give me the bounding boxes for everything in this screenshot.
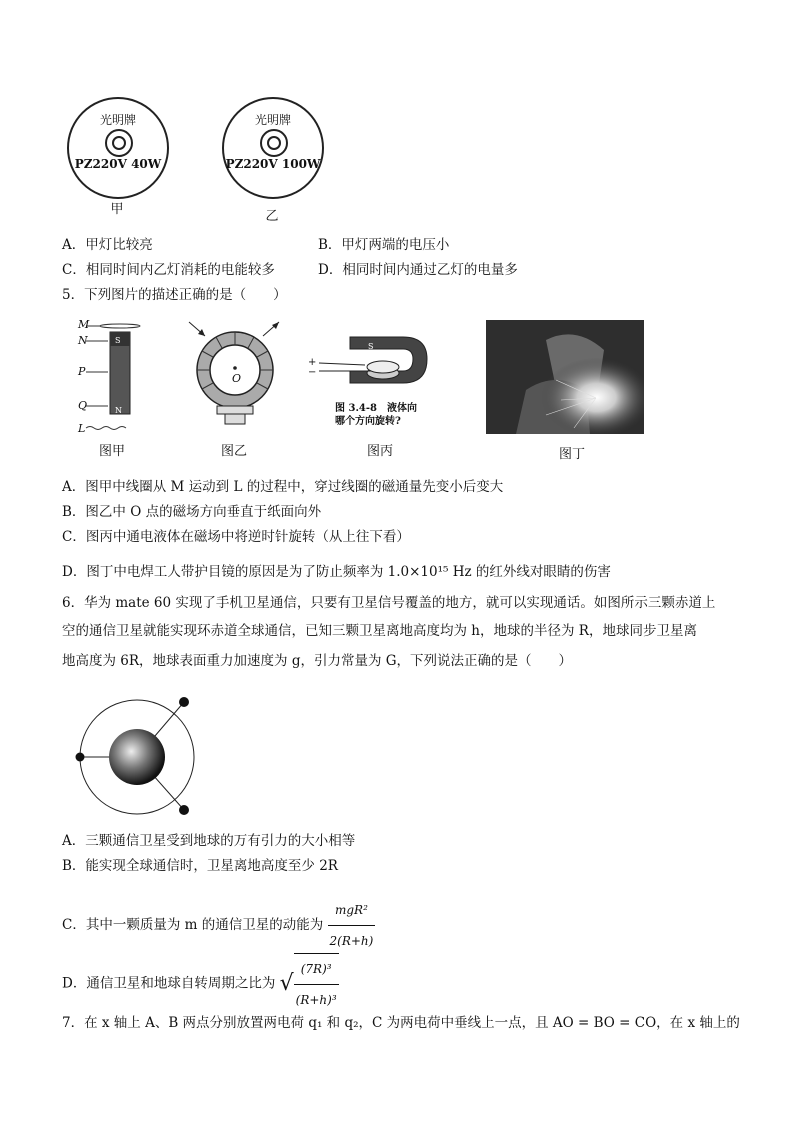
q6-option-d-fraction <box>294 953 339 1015</box>
fig-jia-pole-s: S <box>115 336 121 345</box>
q6-option-a: A．三颗通信卫星受到地球的万有引力的大小相等 <box>62 833 356 849</box>
q6-option-c <box>62 895 375 956</box>
lamp-yi-spec: PZ220V 100W <box>225 157 321 171</box>
lamp-jia-socket-icon <box>105 129 133 157</box>
fig-jia-label-p: P <box>78 365 86 378</box>
fig-bing-note1: 图 3.4-8 液体向 <box>335 403 417 414</box>
fig-bing-note2: 哪个方向旋转? <box>335 416 401 427</box>
lamp-yi-diagram <box>222 97 324 199</box>
q5-stem: 5．下列图片的描述正确的是（ ） <box>62 287 287 303</box>
sqrt-icon: √ <box>279 971 294 996</box>
fig-jia-label-m: M <box>78 318 90 331</box>
q4-option-b: B．甲灯两端的电压小 <box>318 237 450 253</box>
figure-satellites-orbit <box>72 692 202 822</box>
fig-bing-pole-s: S <box>368 342 374 351</box>
fig-jia-label-q: Q <box>78 399 88 412</box>
lamp-jia-brand: 光明牌 <box>99 113 136 127</box>
q6-stem-line1: 6．华为 mate 60 实现了手机卫星通信，只要有卫星信号覆盖的地方，就可以实现通话。如图所示三颗赤道上 <box>62 595 716 611</box>
fig-bing-minus: − <box>308 367 317 378</box>
q6-stem-line3: 地高度为 6R，地球表面重力加速度为 g，引力常量为 G，下列说法正确的是（ ） <box>62 653 573 669</box>
lamp-yi-socket-icon <box>260 129 288 157</box>
q5-option-a: A．图甲中线圈从 M 运动到 L 的过程中，穿过线圈的磁通量先变小后变大 <box>62 479 504 495</box>
q7-stem-line1: 7．在 x 轴上 A、B 两点分别放置两电荷 q₁ 和 q₂，C 为两电荷中垂线上一点，且 AO = BO = CO，在 x 轴上的 <box>62 1015 740 1031</box>
fig-jia-pole-n: N <box>115 406 122 415</box>
q6-option-d-denominator: (R+h)³ <box>295 993 337 1007</box>
q4-option-d: D．相同时间内通过乙灯的电量多 <box>318 262 518 278</box>
fig-jia-label-n: N <box>78 334 88 347</box>
q6-option-d-numerator: (7R)³ <box>294 954 339 985</box>
q5-option-c: C．图丙中通电液体在磁场中将逆时针旋转（从上往下看） <box>62 529 410 545</box>
fig-jia-caption: 图甲 <box>98 444 125 459</box>
q6-option-c-numerator: mgR² <box>328 895 376 926</box>
q6-option-d <box>62 953 339 1015</box>
lamp-yi-brand: 光明牌 <box>254 113 291 127</box>
fig-ding-caption: 图丁 <box>558 447 585 462</box>
q4-option-a: A．甲灯比较亮 <box>62 237 153 253</box>
q6-option-c-denominator: 2(R+h) <box>329 934 374 948</box>
fig-bing-caption: 图丙 <box>366 444 393 459</box>
lamp-yi-caption: 乙 <box>265 209 279 224</box>
fig-bing-plus: + <box>308 357 317 368</box>
lamp-jia-diagram <box>67 97 169 199</box>
q6-option-b: B．能实现全球通信时，卫星离地高度至少 2R <box>62 858 338 874</box>
fig-yi-caption: 图乙 <box>220 444 247 459</box>
lamp-jia-spec: PZ220V 40W <box>74 157 162 171</box>
figure-bing-magnet-liquid <box>305 325 435 395</box>
q5-option-d: D．图丁中电焊工人带护目镜的原因是为了防止频率为 1.0×10¹⁵ Hz 的红外线对眼睛的伤害 <box>62 564 611 580</box>
fig-yi-center-label: O <box>232 372 242 385</box>
q6-option-d-text: D．通信卫星和地球自转周期之比为 <box>62 975 276 992</box>
q6-option-c-text: C．其中一颗质量为 m 的通信卫星的动能为 <box>62 917 324 933</box>
figure-ding-welding-photo <box>486 320 644 434</box>
q5-option-b: B．图乙中 O 点的磁场方向垂直于纸面向外 <box>62 504 322 520</box>
q4-option-c: C．相同时间内乙灯消耗的电能较多 <box>62 262 275 278</box>
q6-stem-line2: 空的通信卫星就能实现环赤道全球通信，已知三颗卫星离地高度均为 h，地球的半径为 R，地球同步卫星离 <box>62 623 697 639</box>
lamp-jia-caption: 甲 <box>110 202 124 217</box>
q6-option-c-fraction <box>328 895 376 956</box>
fig-jia-label-l: L <box>78 422 86 435</box>
